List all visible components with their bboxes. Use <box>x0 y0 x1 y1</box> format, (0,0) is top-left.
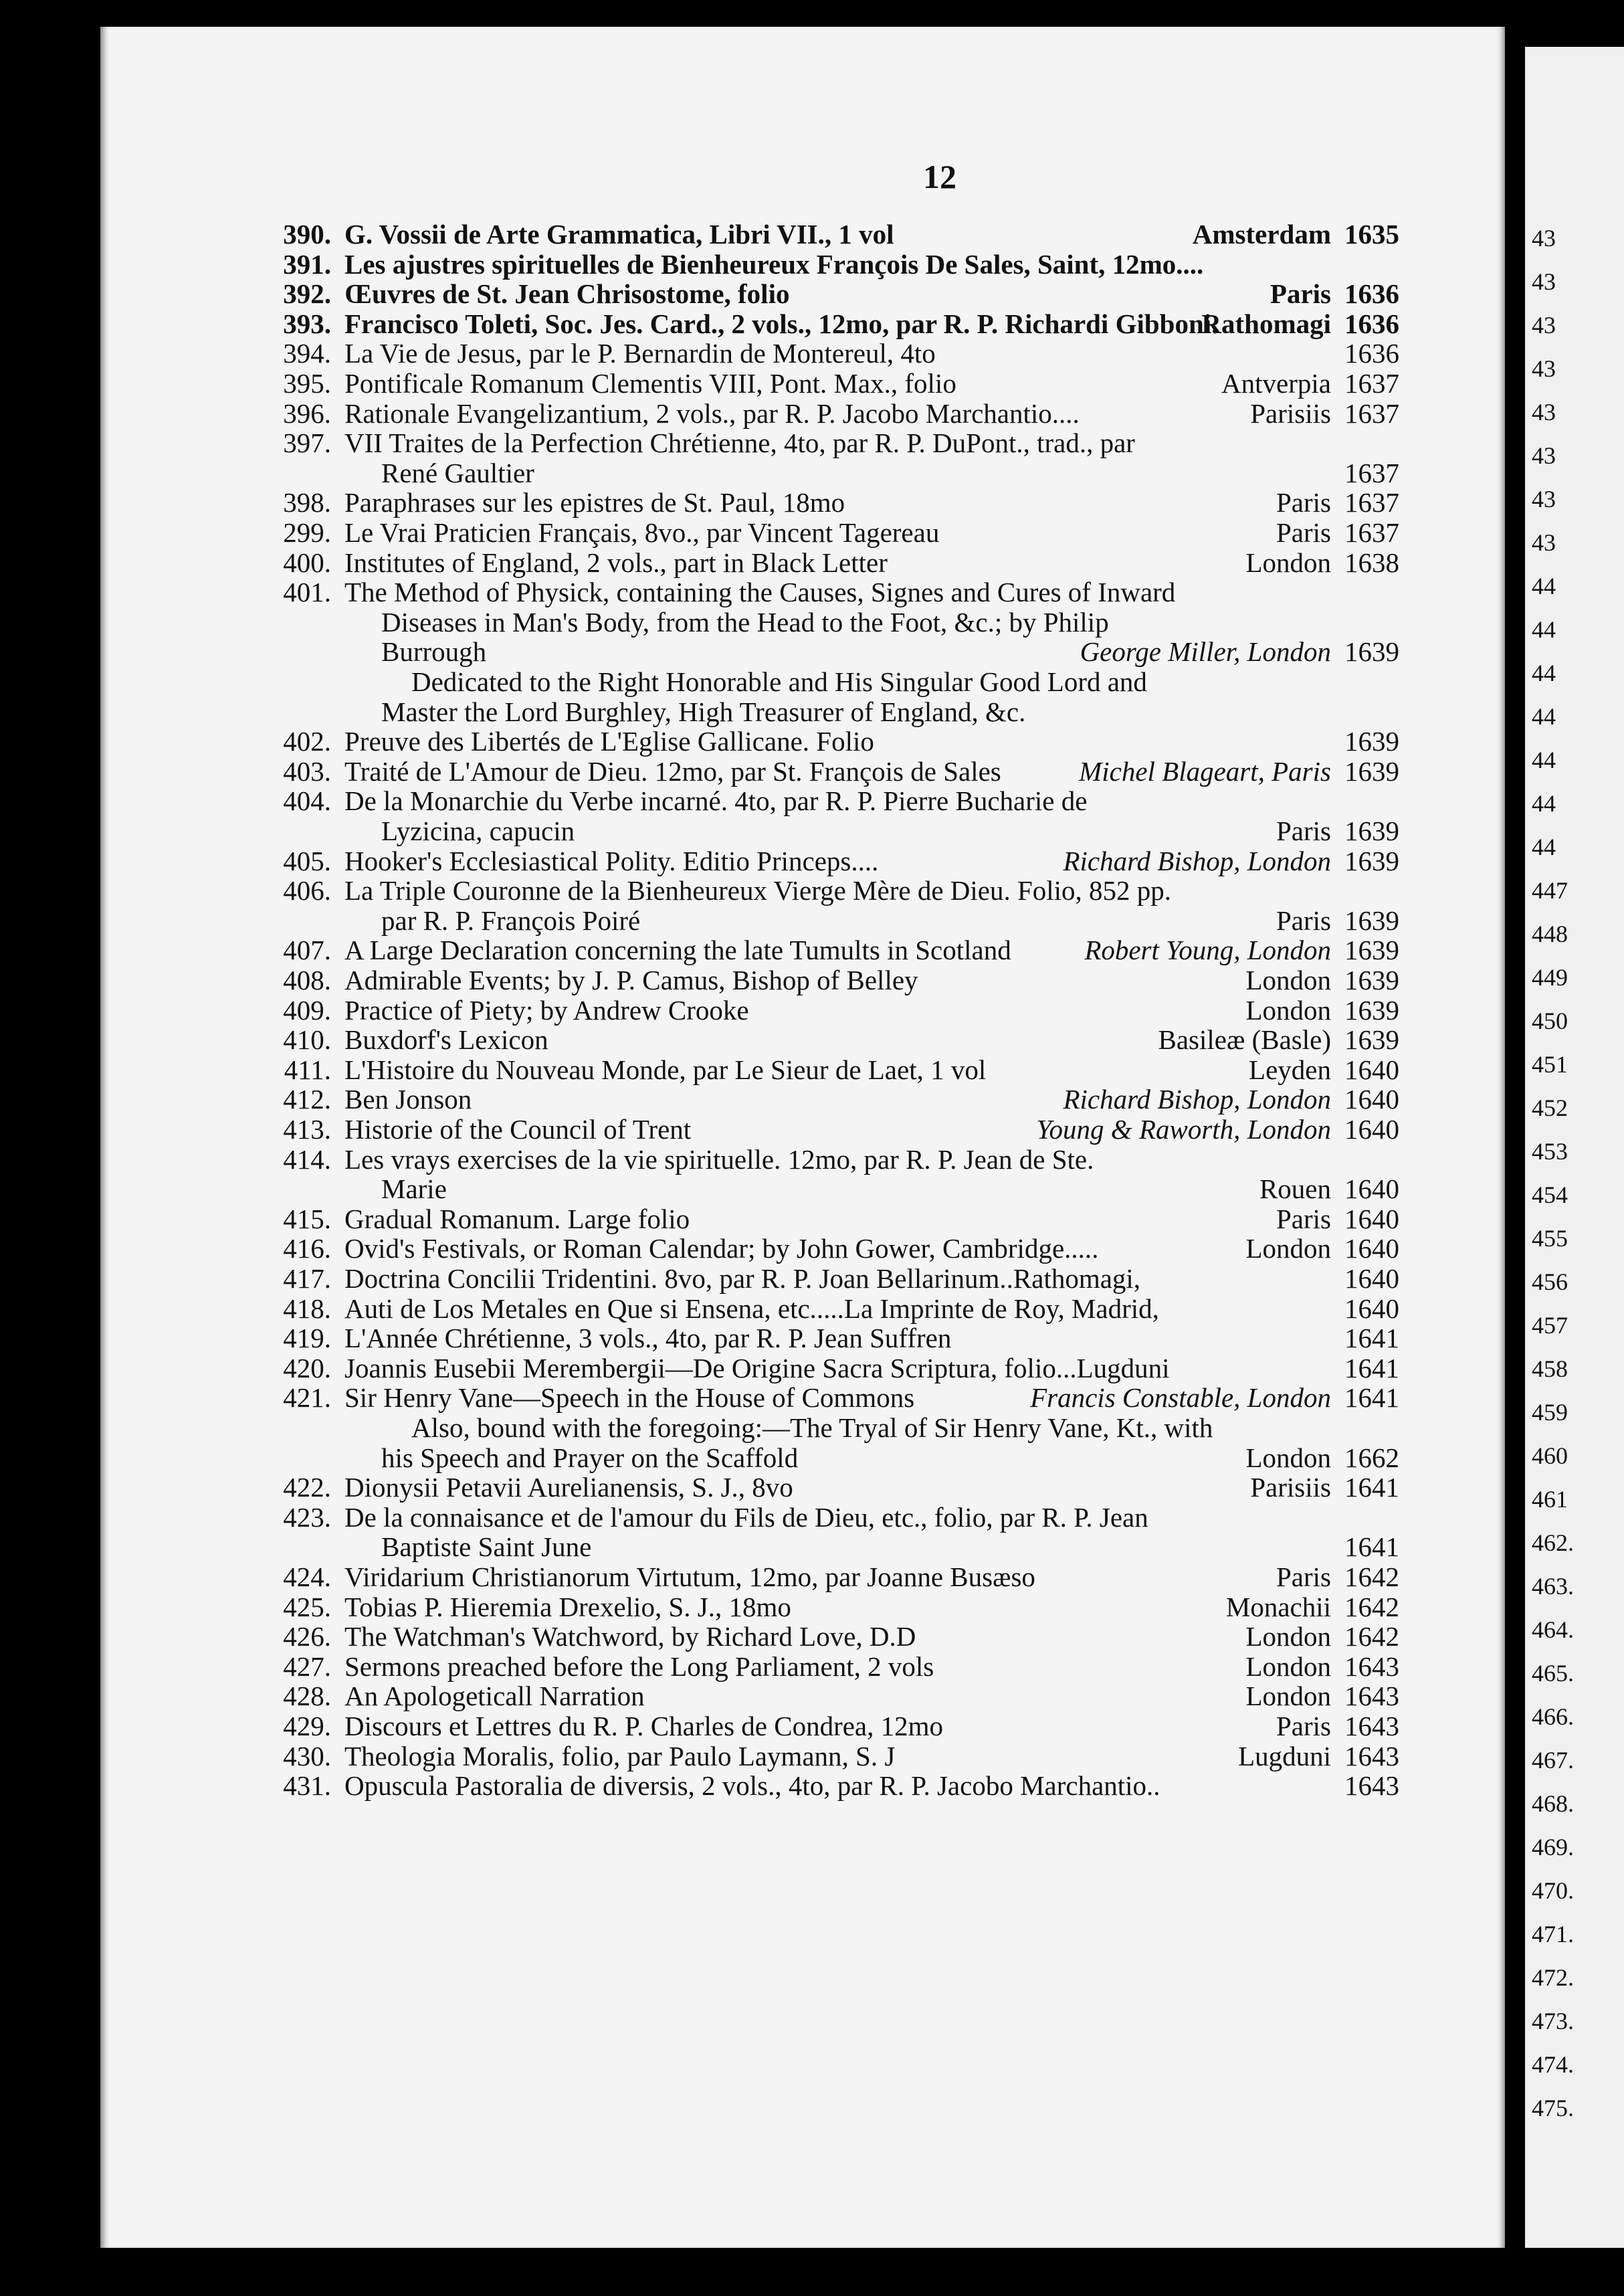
entry-number: 431. <box>283 1770 331 1802</box>
entry-title-line: La Vie de Jesus, par le P. Bernardin de Montereul, 4to <box>344 338 936 369</box>
entry-title-line: Marie <box>381 1173 447 1205</box>
entry-year: 1639 <box>1344 1024 1399 1056</box>
entry-place: George Miller, London <box>1080 636 1331 668</box>
entry-year: 1638 <box>1344 547 1399 578</box>
entry-place: Monachii <box>1225 1591 1331 1622</box>
entry-year: 1641 <box>1344 1323 1399 1354</box>
entry-title-line: Institutes of England, 2 vols., part in Black Letter <box>344 547 888 578</box>
entry-year: 1643 <box>1344 1740 1399 1772</box>
entry-title-line: Gradual Romanum. Large folio <box>344 1203 690 1234</box>
entry-number: 397. <box>283 427 331 459</box>
entry-number: 393. <box>283 308 331 339</box>
entry-place: London <box>1245 994 1331 1026</box>
binding-shadow <box>0 0 100 2296</box>
entry-number: 423. <box>283 1501 331 1533</box>
facing-entry-number: 44 <box>1532 747 1556 773</box>
facing-entry-number: 468. <box>1532 1790 1574 1817</box>
entry-number: 401. <box>283 577 331 608</box>
entry-number: 417. <box>283 1263 331 1294</box>
page-number: 12 <box>923 158 956 195</box>
entry-number: 404. <box>283 785 331 817</box>
entry-title-line: The Watchman's Watchword, by Richard Love, D.D <box>344 1621 916 1652</box>
entry-year: 1641 <box>1344 1472 1399 1503</box>
entry-title-line: La Triple Couronne de la Bienheureux Vierge Mère de Dieu. Folio, 852 pp. <box>344 875 1172 906</box>
entry-title-line: G. Vossii de Arte Grammatica, Libri VII., 1 vol <box>344 219 894 250</box>
facing-entry-number: 448 <box>1532 921 1568 947</box>
entry-place: Rouen <box>1259 1173 1331 1205</box>
entry-year: 1639 <box>1344 965 1399 995</box>
entry-number: 391. <box>283 248 331 280</box>
entry-year: 1643 <box>1344 1650 1399 1682</box>
entry-number: 428. <box>283 1681 331 1712</box>
facing-entry-number: 462. <box>1532 1529 1574 1556</box>
entry-title-line: Traité de L'Amour de Dieu. 12mo, par St. François de Sales <box>344 755 1001 787</box>
catalog-page <box>100 27 1505 2248</box>
facing-entry-number: 475. <box>1532 2095 1574 2121</box>
entry-year: 1639 <box>1344 636 1399 668</box>
entry-title-line: Paraphrases sur les epistres de St. Paul, 18mo <box>344 487 845 518</box>
entry-title-line: Burrough <box>381 636 487 668</box>
facing-entry-number: 43 <box>1532 399 1556 425</box>
entry-title-line: A Large Declaration concerning the late Tumults in Scotland <box>344 935 1011 966</box>
entry-year: 1640 <box>1344 1293 1399 1324</box>
facing-entry-number: 464. <box>1532 1616 1574 1643</box>
facing-entry-number: 471. <box>1532 1921 1574 1947</box>
facing-entry-number: 469. <box>1532 1834 1574 1860</box>
facing-entry-number: 44 <box>1532 703 1556 730</box>
entry-number: 406. <box>283 875 331 906</box>
entry-place: Paris <box>1270 278 1331 310</box>
entry-title-line: Sir Henry Vane—Speech in the House of Commons <box>344 1382 915 1414</box>
entry-place: Paris <box>1276 517 1331 548</box>
entry-year: 1637 <box>1344 517 1399 548</box>
entry-number: 395. <box>283 368 331 399</box>
entry-title-line: Theologia Moralis, folio, par Paulo Laymann, S. J <box>344 1740 896 1772</box>
entry-place: Amsterdam <box>1192 219 1331 250</box>
entry-number: 402. <box>283 726 331 757</box>
entry-year: 1639 <box>1344 904 1399 936</box>
entry-year: 1640 <box>1344 1203 1399 1234</box>
entry-title-line: Ben Jonson <box>344 1084 472 1115</box>
facing-entry-number: 43 <box>1532 312 1556 339</box>
entry-place: London <box>1245 1650 1331 1682</box>
facing-entry-number: 466. <box>1532 1703 1574 1730</box>
entry-year: 1640 <box>1344 1233 1399 1264</box>
facing-entry-number: 44 <box>1532 616 1556 643</box>
facing-entry-number: 451 <box>1532 1051 1568 1078</box>
facing-entry-number: 460 <box>1532 1442 1568 1469</box>
entry-title-line: Diseases in Man's Body, from the Head to the Foot, &c.; by Philip <box>381 606 1109 638</box>
facing-entry-number: 43 <box>1532 529 1556 556</box>
entry-year: 1643 <box>1344 1711 1399 1741</box>
entry-place: Richard Bishop, London <box>1063 1084 1331 1115</box>
entry-title-line: Sermons preached before the Long Parliament, 2 vols <box>344 1650 934 1682</box>
entry-title-line: Historie of the Council of Trent <box>344 1114 692 1145</box>
entry-note-line: Also, bound with the foregoing:—The Tryal of Sir Henry Vane, Kt., with <box>411 1412 1213 1443</box>
entry-title-line: par R. P. François Poiré <box>381 904 641 936</box>
entry-year: 1643 <box>1344 1770 1399 1802</box>
entry-year: 1640 <box>1344 1084 1399 1115</box>
entry-place: Basileæ (Basle) <box>1158 1024 1331 1056</box>
facing-entry-number: 450 <box>1532 1008 1568 1034</box>
entry-title-line: An Apologeticall Narration <box>344 1681 645 1712</box>
entry-number: 405. <box>283 845 331 876</box>
entry-title-line: Ovid's Festivals, or Roman Calendar; by John Gower, Cambridge..... <box>344 1233 1099 1264</box>
entry-place: Richard Bishop, London <box>1063 845 1331 876</box>
entry-place: London <box>1245 547 1331 578</box>
entry-year: 1640 <box>1344 1114 1399 1145</box>
facing-entry-number: 44 <box>1532 790 1556 817</box>
entry-year: 1639 <box>1344 755 1399 787</box>
entry-title-line: Preuve des Libertés de L'Eglise Gallicane. Folio <box>344 726 874 757</box>
entry-place: Paris <box>1276 487 1331 518</box>
entry-year: 1662 <box>1344 1442 1399 1473</box>
entry-year: 1636 <box>1344 308 1399 339</box>
entry-title-line: Baptiste Saint June <box>381 1531 592 1563</box>
entry-place: London <box>1245 1621 1331 1652</box>
entry-number: 414. <box>283 1143 331 1175</box>
entry-number: 407. <box>283 935 331 966</box>
entry-place: Leyden <box>1249 1054 1331 1085</box>
entry-note-line: Master the Lord Burghley, High Treasurer of England, &c. <box>381 696 1026 727</box>
facing-entry-number: 463. <box>1532 1573 1574 1600</box>
facing-entry-number: 44 <box>1532 660 1556 686</box>
entry-title-line: Admirable Events; by J. P. Camus, Bishop of Belley <box>344 965 918 995</box>
entry-place: Antverpia <box>1221 368 1331 399</box>
entry-number: 390. <box>283 219 331 250</box>
entry-place: Francis Constable, London <box>1030 1382 1331 1414</box>
entry-number: 426. <box>283 1621 331 1652</box>
facing-entry-number: 456 <box>1532 1268 1568 1295</box>
entry-title-line: René Gaultier <box>381 457 534 488</box>
facing-entry-number: 474. <box>1532 2051 1574 2078</box>
entry-year: 1637 <box>1344 397 1399 429</box>
entry-number: 415. <box>283 1203 331 1234</box>
entry-number: 412. <box>283 1084 331 1115</box>
entry-place: Paris <box>1276 816 1331 846</box>
page-gutter <box>1505 0 1525 2296</box>
facing-entry-number: 455 <box>1532 1225 1568 1252</box>
entry-year: 1640 <box>1344 1173 1399 1205</box>
entry-place: London <box>1245 1442 1331 1473</box>
entry-number: 420. <box>283 1352 331 1383</box>
entry-year: 1642 <box>1344 1621 1399 1652</box>
scan-bottom-edge <box>0 2248 1624 2296</box>
facing-entry-number: 44 <box>1532 834 1556 860</box>
facing-entry-number: 457 <box>1532 1312 1568 1339</box>
entry-title-line: Hooker's Ecclesiastical Polity. Editio Princeps.... <box>344 845 879 876</box>
facing-entry-number: 449 <box>1532 964 1568 991</box>
facing-entry-number: 454 <box>1532 1181 1568 1208</box>
entry-year: 1641 <box>1344 1352 1399 1383</box>
entry-number: 422. <box>283 1472 331 1503</box>
facing-entry-number: 44 <box>1532 573 1556 599</box>
entry-number: 409. <box>283 994 331 1026</box>
entry-year: 1639 <box>1344 994 1399 1026</box>
entry-title-line: Les vrays exercises de la vie spirituelle. 12mo, par R. P. Jean de Ste. <box>344 1143 1094 1175</box>
entry-year: 1640 <box>1344 1263 1399 1294</box>
entry-title-line: Le Vrai Praticien Français, 8vo., par Vincent Tagereau <box>344 517 940 548</box>
entry-number: 411. <box>284 1054 331 1085</box>
facing-entry-number: 461 <box>1532 1486 1568 1513</box>
entry-year: 1635 <box>1344 219 1399 250</box>
facing-entry-number: 452 <box>1532 1094 1568 1121</box>
entry-year: 1639 <box>1344 935 1399 966</box>
entry-title-line: Practice of Piety; by Andrew Crooke <box>344 994 749 1026</box>
entry-title-line: Doctrina Concilii Tridentini. 8vo, par R. P. Joan Bellarinum..Rathomagi, <box>344 1263 1141 1294</box>
facing-entry-number: 473. <box>1532 2008 1574 2034</box>
entry-title-line: Œuvres de St. Jean Chrisostome, folio <box>344 278 790 310</box>
entry-year: 1643 <box>1344 1681 1399 1712</box>
facing-entry-number: 470. <box>1532 1877 1574 1904</box>
facing-entry-number: 447 <box>1532 877 1568 904</box>
facing-entry-number: 467. <box>1532 1747 1574 1774</box>
entry-title-line: Opuscula Pastoralia de diversis, 2 vols., 4to, par R. P. Jacobo Marchantio.. <box>344 1770 1160 1802</box>
entry-title-line: Tobias P. Hieremia Drexelio, S. J., 18mo <box>344 1591 791 1622</box>
facing-entry-number: 43 <box>1532 355 1556 382</box>
entry-number: 419. <box>283 1323 331 1354</box>
facing-entry-number: 465. <box>1532 1660 1574 1687</box>
entry-place: Parisiis <box>1250 397 1331 429</box>
facing-entry-number: 43 <box>1532 486 1556 512</box>
entry-year: 1637 <box>1344 457 1399 488</box>
entry-place: Lugduni <box>1238 1740 1331 1772</box>
entry-title-line: Les ajustres spirituelles de Bienheureux François De Sales, Saint, 12mo.... <box>344 248 1204 280</box>
entry-title-line: De la Monarchie du Verbe incarné. 4to, par R. P. Pierre Bucharie de <box>344 785 1088 817</box>
entry-place: Paris <box>1276 1203 1331 1234</box>
entry-year: 1639 <box>1344 845 1399 876</box>
entry-title-line: Joannis Eusebii Merembergii—De Origine Sacra Scriptura, folio...Lugduni <box>344 1352 1170 1383</box>
facing-entry-number: 459 <box>1532 1399 1568 1426</box>
entry-number: 398. <box>283 487 331 518</box>
facing-entry-number: 43 <box>1532 442 1556 469</box>
facing-entry-number: 43 <box>1532 225 1556 252</box>
entry-title-line: Francisco Toleti, Soc. Jes. Card., 2 vols., 12mo, par R. P. Richardi Gibboni. <box>344 308 1219 339</box>
entry-number: 416. <box>283 1233 331 1264</box>
facing-entry-number: 472. <box>1532 1964 1574 1991</box>
entry-place: Parisiis <box>1250 1472 1331 1503</box>
entry-number: 427. <box>283 1650 331 1682</box>
entry-note-line: Dedicated to the Right Honorable and His Singular Good Lord and <box>411 666 1147 697</box>
entry-title-line: Buxdorf's Lexicon <box>344 1024 548 1056</box>
entry-place: London <box>1245 965 1331 995</box>
entry-year: 1636 <box>1344 278 1399 310</box>
entry-number: 403. <box>283 755 331 787</box>
entry-number: 396. <box>283 397 331 429</box>
entry-place: Paris <box>1276 1561 1331 1592</box>
entry-number: 429. <box>283 1711 331 1741</box>
entry-place: Michel Blageart, Paris <box>1079 755 1331 787</box>
entry-title-line: VII Traites de la Perfection Chrétienne, 4to, par R. P. DuPont., trad., par <box>344 427 1135 459</box>
entry-number: 410. <box>283 1024 331 1056</box>
entry-year: 1639 <box>1344 726 1399 757</box>
facing-entry-number: 458 <box>1532 1355 1568 1382</box>
entry-number: 413. <box>283 1114 331 1145</box>
entry-year: 1642 <box>1344 1591 1399 1622</box>
entry-number: 424. <box>283 1561 331 1592</box>
entry-year: 1639 <box>1344 816 1399 846</box>
entry-title-line: Dionysii Petavii Aurelianensis, S. J., 8vo <box>344 1472 793 1503</box>
entry-title-line: L'Histoire du Nouveau Monde, par Le Sieur de Laet, 1 vol <box>344 1054 987 1085</box>
entry-number: 299. <box>283 517 331 548</box>
entry-number: 425. <box>283 1591 331 1622</box>
entry-place: Robert Young, London <box>1084 935 1331 966</box>
entry-place: Rathomagi <box>1201 308 1331 339</box>
entry-place: Paris <box>1276 1711 1331 1741</box>
entry-title-line: The Method of Physick, containing the Causes, Signes and Cures of Inward <box>344 577 1176 608</box>
entry-title-line: L'Année Chrétienne, 3 vols., 4to, par R. P. Jean Suffren <box>344 1323 952 1354</box>
entry-year: 1642 <box>1344 1561 1399 1592</box>
entry-number: 418. <box>283 1293 331 1324</box>
entry-title-line: Lyzicina, capucin <box>381 816 575 846</box>
facing-entry-number: 43 <box>1532 268 1556 295</box>
entry-place: London <box>1245 1233 1331 1264</box>
entry-title-line: Discours et Lettres du R. P. Charles de Condrea, 12mo <box>344 1711 944 1741</box>
facing-entry-number: 453 <box>1532 1138 1568 1165</box>
entry-title-line: Auti de Los Metales en Que si Ensena, etc.....La Imprinte de Roy, Madrid, <box>344 1293 1159 1324</box>
entry-year: 1640 <box>1344 1054 1399 1085</box>
entry-place: Paris <box>1276 904 1331 936</box>
entry-number: 408. <box>283 965 331 995</box>
entry-year: 1636 <box>1344 338 1399 369</box>
entry-number: 392. <box>283 278 331 310</box>
entry-number: 430. <box>283 1740 331 1772</box>
entry-place: Young & Raworth, London <box>1036 1114 1331 1145</box>
entry-title-line: Viridarium Christianorum Virtutum, 12mo, par Joanne Busæso <box>344 1561 1035 1592</box>
entry-title-line: Pontificale Romanum Clementis VIII, Pont. Max., folio <box>344 368 956 399</box>
entry-number: 421. <box>283 1382 331 1414</box>
entry-year: 1641 <box>1344 1382 1399 1414</box>
entry-title-line: De la connaisance et de l'amour du Fils de Dieu, etc., folio, par R. P. Jean <box>344 1501 1148 1533</box>
entry-year: 1637 <box>1344 487 1399 518</box>
entry-title-line: Rationale Evangelizantium, 2 vols., par R. P. Jacobo Marchantio.... <box>344 397 1080 429</box>
entry-year: 1641 <box>1344 1531 1399 1563</box>
entry-year: 1637 <box>1344 368 1399 399</box>
entry-place: London <box>1245 1681 1331 1712</box>
entry-number: 400. <box>283 547 331 578</box>
entry-note-line: his Speech and Prayer on the Scaffold <box>381 1442 799 1473</box>
entry-number: 394. <box>283 338 331 369</box>
